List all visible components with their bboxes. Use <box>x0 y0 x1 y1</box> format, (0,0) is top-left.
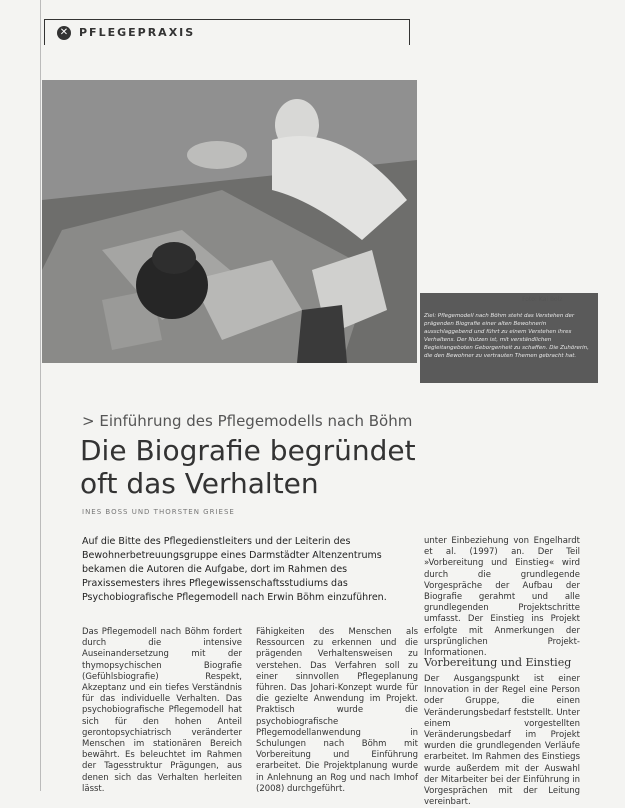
section-header <box>44 19 410 45</box>
article-kicker: > Einführung des Pflegemodells nach Böhm <box>82 412 413 430</box>
section-close-icon: ✕ <box>57 26 71 40</box>
section-subhead: Vorbereitung und Einstieg <box>424 656 572 669</box>
body-column-1: Das Pflegemodell nach Böhm fordert durch die intensive Auseinandersetzung mit der thymopsychischen Biografie (Gefühlsbiografie) Respekt, Akzeptanz und ein tiefes Verständnis für das individuelle Verhalten. Das psychobiografische Pflegemodell hat sich für den hohen Anteil gerontopsychiatrisch veränderter Menschen im stationären Bereich bewährt. Es beleuchtet im Rahmen der Tagesstruktur Prägungen, aus denen sich das Verhalten herleiten lässt. <box>82 627 242 794</box>
section-label: PFLEGEPRAXIS <box>79 26 196 39</box>
body-column-3: unter Einbeziehung von Engelhardt et al. (1997) an. Der Teil »Vorbereitung und Einstieg« wird durch die grundlegende Vorgespräche der Aufbau der Biografie gerahmt und alle grundlegenden Projektschritte umfasst. Der Einstieg ins Projekt erfolgte mit Anmerkungen der ursprünglichen Projekt-Informationen. <box>424 536 580 659</box>
photo-credit: Foto: Kai Bolz <box>522 296 563 303</box>
margin-rule <box>40 0 41 791</box>
photo-caption: Ziel: Pflegemodell nach Böhm steht das Verstehen der prägenden Biografie einer alten Bewohnerin ausschlaggebend und führt zu einem Verstehen ihres Verhaltens. Der Nutzen ist, mit verständlichen Begleitangeboten Geborgenheit zu schaffen. Die Zuhörerin, die den Bewohner zu vertrauten Themen gebracht hat. <box>424 313 589 359</box>
body-column-2: Fähigkeiten des Menschen als Ressourcen zu erkennen und die prägenden Verhaltensweisen zu verstehen. Das Verfahren soll zu einer sinnvollen Pflegeplanung führen. Das Johari-Konzept wurde für die gezielte Anwendung im Projekt. Praktisch wurde die psychobiografische Pflegemodellanwendung in Schulungen nach Böhm mit Vorbereitung und Einführung erarbeitet. Die Projektplanung wurde in Anlehnung an Rog und nach Imhof (2008) durchgeführt. <box>256 627 418 794</box>
article-headline: Die Biografie begründet oft das Verhalten <box>80 434 416 500</box>
article-lead: Auf die Bitte des Pflegedienstleiters und der Leiterin des Bewohnerbetreuungsgruppe eines Darmstädter Altenzentrums bekamen die Autoren die Aufgabe, dort im Rahmen des Praxissemesters ihres Pflegewissenschaftsstudiums das Psychobiografische Pflegemodell nach Erwin Böhm einzuführen. <box>82 536 387 603</box>
body-column-3-continued: Der Ausgangspunkt ist einer Innovation in der Regel eine Person oder Gruppe, die einen Veränderungsbedarf feststellt. Unter einem vorgestellten Veränderungsbedarf im Projekt wurden die grundlegenden Verläufe erarbeitet. Im Rahmen des Einstiegs wurde außerdem mit der Auswahl der Mitarbeiter bei der Einführung in Vorgesprächen mit der Leitung vereinbart. <box>424 674 580 808</box>
article-photo <box>42 80 417 363</box>
article-byline: INES BOSS UND THORSTEN GRIESE <box>82 508 235 516</box>
